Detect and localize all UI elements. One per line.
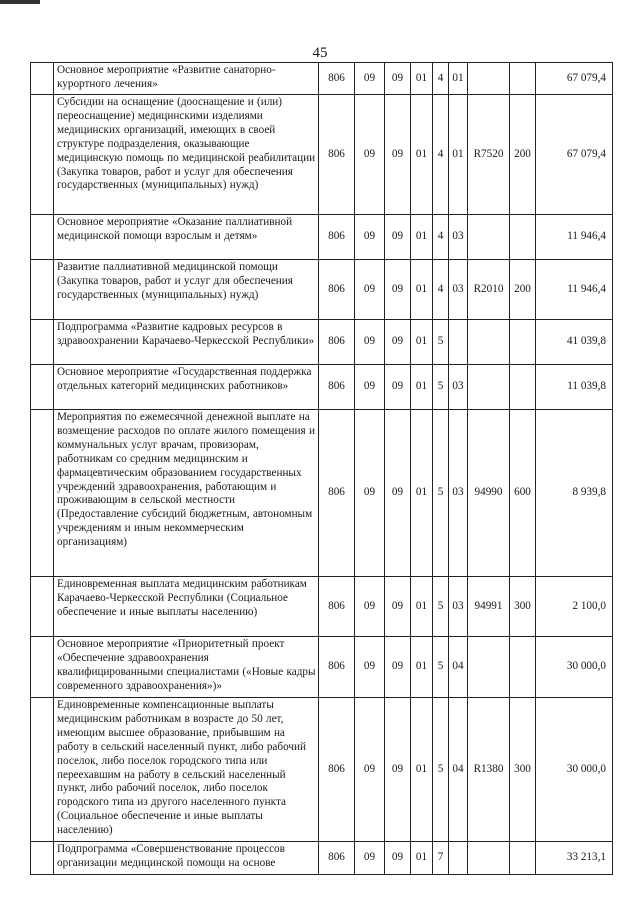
table-row: [31, 698, 613, 842]
amount: 67 079,4: [536, 95, 613, 215]
code-subsection: 09: [385, 365, 411, 410]
code-program: 01: [411, 215, 433, 260]
code-direction: [468, 215, 510, 260]
code-direction: R1380: [468, 698, 510, 842]
code-section: 09: [355, 320, 385, 365]
code-subprogram: 5: [433, 365, 449, 410]
code-subsection: 09: [385, 215, 411, 260]
code-subprogram: 7: [433, 842, 449, 875]
margin-cell: [31, 842, 54, 875]
amount: 8 939,8: [536, 410, 613, 577]
code-direction: 94990: [468, 410, 510, 577]
code-grbs: 806: [319, 215, 355, 260]
margin-cell: [31, 215, 54, 260]
code-grbs: 806: [319, 320, 355, 365]
table-body: [31, 63, 613, 875]
code-expense-type: [510, 842, 536, 875]
code-grbs: 806: [319, 410, 355, 577]
amount: 30 000,0: [536, 698, 613, 842]
margin-cell: [31, 410, 54, 577]
code-subsection: 09: [385, 842, 411, 875]
code-expense-type: 200: [510, 260, 536, 320]
code-expense-type: [510, 320, 536, 365]
item-name: Подпрограмма «Совершенствование процессов организации медицинской помощи на основе: [54, 842, 319, 875]
code-section: 09: [355, 842, 385, 875]
code-direction: R2010: [468, 260, 510, 320]
code-expense-type: [510, 637, 536, 698]
code-measure: [449, 842, 468, 875]
code-grbs: 806: [319, 365, 355, 410]
code-expense-type: 300: [510, 698, 536, 842]
code-grbs: 806: [319, 95, 355, 215]
item-name: Основное мероприятие «Развитие санаторно-курортного лечения»: [54, 63, 319, 95]
table-row: [31, 215, 613, 260]
code-section: 09: [355, 63, 385, 95]
item-name: Основное мероприятие «Государственная поддержка отдельных категорий медицинских работников»: [54, 365, 319, 410]
code-measure: 01: [449, 63, 468, 95]
amount: 33 213,1: [536, 842, 613, 875]
code-expense-type: [510, 63, 536, 95]
amount: 67 079,4: [536, 63, 613, 95]
table-row: [31, 63, 613, 95]
margin-cell: [31, 365, 54, 410]
item-name: Подпрограмма «Развитие кадровых ресурсов в здравоохранении Карачаево-Черкесской Республики»: [54, 320, 319, 365]
code-program: 01: [411, 637, 433, 698]
code-subsection: 09: [385, 260, 411, 320]
code-section: 09: [355, 410, 385, 577]
code-expense-type: [510, 365, 536, 410]
table-row: [31, 320, 613, 365]
code-measure: 03: [449, 215, 468, 260]
code-subprogram: 5: [433, 698, 449, 842]
code-subprogram: 4: [433, 63, 449, 95]
code-subprogram: 5: [433, 577, 449, 637]
code-subsection: 09: [385, 63, 411, 95]
table-row: [31, 410, 613, 577]
code-grbs: 806: [319, 842, 355, 875]
item-name: Основное мероприятие «Приоритетный проект «Обеспечение здравоохранения квалифицированными специалистами («Новые кадры современного здравоохранения»)»: [54, 637, 319, 698]
code-program: 01: [411, 260, 433, 320]
code-subprogram: 5: [433, 637, 449, 698]
item-name: Субсидии на оснащение (дооснащение и (или) переоснащение) медицинскими изделиями медицинских организаций, имеющих в своей структуре подразделения, оказывающие медицинскую помощь по медицинской реабилитации (Закупка товаров, работ и услуг для обеспечения государственных (муниципальных) нужд): [54, 95, 319, 215]
code-expense-type: 600: [510, 410, 536, 577]
code-program: 01: [411, 698, 433, 842]
item-name: Мероприятия по ежемесячной денежной выплате на возмещение расходов по оплате жилого помещения и коммунальных услуг врачам, провизорам, работникам со средним медицинским и фармацевтическим образованием государственных учреждений здравоохранения, работающим и проживающим в сельской местности (Предоставление субсидий бюджетным, автономным учреждениям и иным некоммерческим организациям): [54, 410, 319, 577]
margin-cell: [31, 260, 54, 320]
code-measure: 03: [449, 260, 468, 320]
code-grbs: 806: [319, 63, 355, 95]
code-measure: 04: [449, 698, 468, 842]
code-section: 09: [355, 577, 385, 637]
item-name: Единовременные компенсационные выплаты медицинским работникам в возрасте до 50 лет, имеющим высшее образование, прибывшим на работу в сельский населенный пункт, либо рабочий поселок, либо поселок городского типа или переехавшим на работу в сельский населенный пункт, либо рабочий поселок, либо поселок городского типа из другого населенного пункта (Социальное обеспечение и иные выплаты населению): [54, 698, 319, 842]
code-measure: 03: [449, 365, 468, 410]
code-measure: 04: [449, 637, 468, 698]
table-row: [31, 842, 613, 875]
page-number: 45: [312, 45, 328, 61]
code-direction: R7520: [468, 95, 510, 215]
code-direction: [468, 637, 510, 698]
table-row: [31, 365, 613, 410]
code-direction: [468, 842, 510, 875]
code-subprogram: 4: [433, 95, 449, 215]
code-subprogram: 5: [433, 410, 449, 577]
code-program: 01: [411, 320, 433, 365]
margin-cell: [31, 320, 54, 365]
table-row: [31, 260, 613, 320]
margin-cell: [31, 63, 54, 95]
code-expense-type: [510, 215, 536, 260]
code-program: 01: [411, 410, 433, 577]
table-row: [31, 637, 613, 698]
amount: 30 000,0: [536, 637, 613, 698]
amount: 41 039,8: [536, 320, 613, 365]
code-grbs: 806: [319, 698, 355, 842]
budget-table: [30, 62, 613, 875]
code-subprogram: 4: [433, 215, 449, 260]
code-section: 09: [355, 637, 385, 698]
code-subsection: 09: [385, 410, 411, 577]
code-subsection: 09: [385, 95, 411, 215]
table-row: [31, 577, 613, 637]
table-row: [31, 95, 613, 215]
code-subprogram: 5: [433, 320, 449, 365]
code-direction: [468, 365, 510, 410]
code-grbs: 806: [319, 577, 355, 637]
margin-cell: [31, 95, 54, 215]
margin-cell: [31, 637, 54, 698]
item-name: Развитие паллиативной медицинской помощи (Закупка товаров, работ и услуг для обеспечения государственных (муниципальных) нужд): [54, 260, 319, 320]
code-expense-type: 200: [510, 95, 536, 215]
code-section: 09: [355, 95, 385, 215]
code-subprogram: 4: [433, 260, 449, 320]
code-program: 01: [411, 63, 433, 95]
code-direction: [468, 320, 510, 365]
code-subsection: 09: [385, 320, 411, 365]
code-program: 01: [411, 577, 433, 637]
code-subsection: 09: [385, 577, 411, 637]
code-program: 01: [411, 95, 433, 215]
code-measure: [449, 320, 468, 365]
code-section: 09: [355, 260, 385, 320]
amount: 11 039,8: [536, 365, 613, 410]
code-subsection: 09: [385, 698, 411, 842]
code-grbs: 806: [319, 260, 355, 320]
code-measure: 03: [449, 410, 468, 577]
code-section: 09: [355, 215, 385, 260]
item-name: Единовременная выплата медицинским работникам Карачаево-Черкесской Республики (Социальное обеспечение и иные выплаты населению): [54, 577, 319, 637]
code-subsection: 09: [385, 637, 411, 698]
code-direction: 94991: [468, 577, 510, 637]
amount: 11 946,4: [536, 215, 613, 260]
amount: 11 946,4: [536, 260, 613, 320]
code-section: 09: [355, 698, 385, 842]
code-direction: [468, 63, 510, 95]
amount: 2 100,0: [536, 577, 613, 637]
scan-artifact: [0, 0, 40, 4]
item-name: Основное мероприятие «Оказание паллиативной медицинской помощи взрослым и детям»: [54, 215, 319, 260]
code-measure: 01: [449, 95, 468, 215]
code-grbs: 806: [319, 637, 355, 698]
margin-cell: [31, 577, 54, 637]
code-section: 09: [355, 365, 385, 410]
code-measure: 03: [449, 577, 468, 637]
code-program: 01: [411, 842, 433, 875]
code-expense-type: 300: [510, 577, 536, 637]
code-program: 01: [411, 365, 433, 410]
margin-cell: [31, 698, 54, 842]
